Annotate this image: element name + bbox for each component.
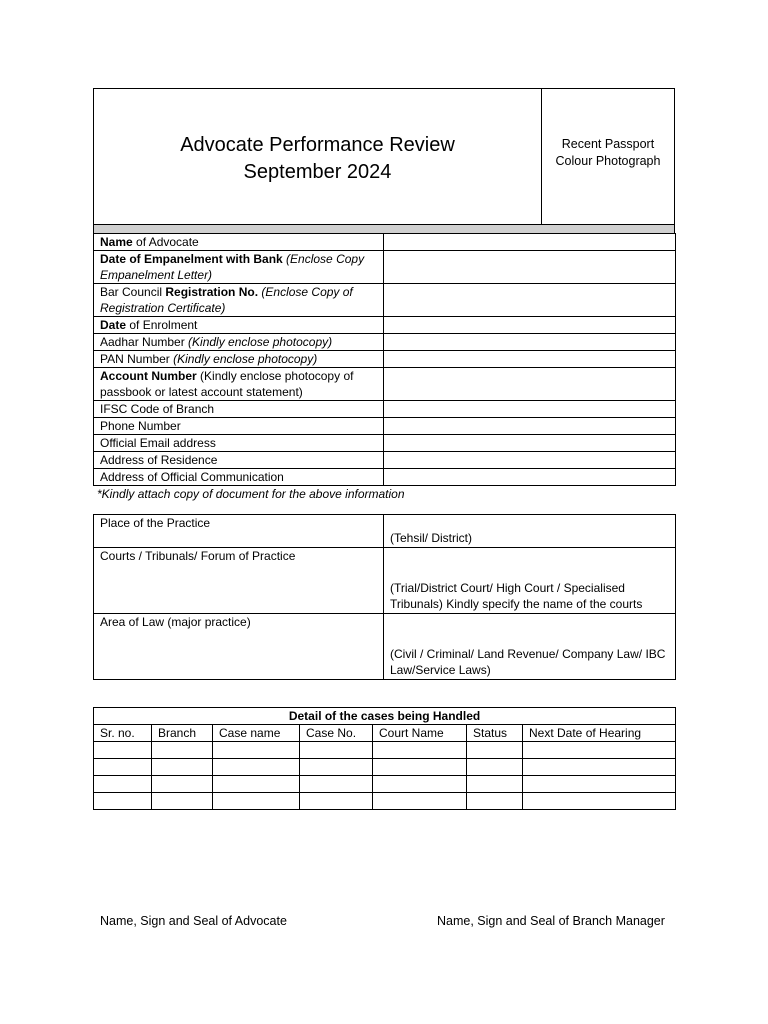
field-hint[interactable]: (Trial/District Court/ High Court / Specialised Tribunals) Kindly specify the name of the courts: [384, 548, 676, 614]
field-label: Address of Official Communication: [94, 469, 384, 486]
field-label: Aadhar Number (Kindly enclose photocopy): [94, 334, 384, 351]
table-row: [94, 401, 676, 418]
cases-title-row: [94, 708, 676, 725]
table-cell[interactable]: [300, 793, 373, 810]
field-hint[interactable]: (Civil / Criminal/ Land Revenue/ Company Law/ IBC Law/Service Laws): [384, 614, 676, 680]
field-value[interactable]: [384, 284, 676, 317]
title-area: [94, 89, 541, 224]
page-subtitle: September 2024: [243, 161, 392, 183]
cases-table-title: Detail of the cases being Handled: [94, 708, 676, 725]
photo-label-line2: Colour Photograph: [555, 154, 661, 168]
table-cell[interactable]: [213, 776, 300, 793]
table-cell[interactable]: [152, 759, 213, 776]
field-value[interactable]: [384, 469, 676, 486]
field-label: Date of Enrolment: [94, 317, 384, 334]
table-cell[interactable]: [94, 759, 152, 776]
field-value[interactable]: [384, 452, 676, 469]
field-value[interactable]: [384, 401, 676, 418]
table-row: [94, 334, 676, 351]
table-row: [94, 251, 676, 284]
table-row: [94, 614, 676, 680]
field-label: Date of Empanelment with Bank (Enclose Copy Empanelment Letter): [94, 251, 384, 284]
table-cell[interactable]: [152, 742, 213, 759]
table-cell[interactable]: [300, 776, 373, 793]
header-box: [93, 88, 675, 225]
field-label: Name of Advocate: [94, 234, 384, 251]
table-cell[interactable]: [94, 742, 152, 759]
field-value[interactable]: [384, 334, 676, 351]
table-row: [94, 452, 676, 469]
field-label: Official Email address: [94, 435, 384, 452]
table-cell[interactable]: [373, 793, 467, 810]
table-row: [94, 776, 676, 793]
photo-placeholder: [542, 89, 674, 224]
advocate-info-table: [93, 233, 676, 486]
field-label: Phone Number: [94, 418, 384, 435]
table-cell[interactable]: [373, 742, 467, 759]
table-row: [94, 284, 676, 317]
field-label: Courts / Tribunals/ Forum of Practice: [94, 548, 384, 614]
table-cell[interactable]: [523, 776, 676, 793]
cases-header-row: [94, 725, 676, 742]
table-cell[interactable]: [467, 793, 523, 810]
field-value[interactable]: [384, 317, 676, 334]
table-row: [94, 759, 676, 776]
cases-table: [93, 707, 676, 810]
table-cell[interactable]: [467, 776, 523, 793]
table-row: [94, 435, 676, 452]
page-title: Advocate Performance Review: [180, 134, 455, 156]
table-row: [94, 793, 676, 810]
advocate-signature-label: Name, Sign and Seal of Advocate: [100, 914, 287, 928]
table-row: [94, 742, 676, 759]
table-cell[interactable]: [213, 742, 300, 759]
table-cell[interactable]: [94, 776, 152, 793]
column-header: Case No.: [300, 725, 373, 742]
table-row: [94, 548, 676, 614]
header-band: [93, 225, 675, 233]
table-row: [94, 317, 676, 334]
table-cell[interactable]: [467, 759, 523, 776]
field-label: Account Number (Kindly enclose photocopy of passbook or latest account statement): [94, 368, 384, 401]
column-header: Sr. no.: [94, 725, 152, 742]
table-row: [94, 351, 676, 368]
field-label: Place of the Practice: [94, 515, 384, 548]
field-value[interactable]: [384, 435, 676, 452]
table-cell[interactable]: [213, 759, 300, 776]
photo-label-line1: Recent Passport: [561, 137, 655, 151]
table-cell[interactable]: [94, 793, 152, 810]
table-cell[interactable]: [523, 759, 676, 776]
field-label: Bar Council Registration No. (Enclose Copy of Registration Certificate): [94, 284, 384, 317]
column-header: Next Date of Hearing: [523, 725, 676, 742]
field-label: PAN Number (Kindly enclose photocopy): [94, 351, 384, 368]
field-value[interactable]: [384, 351, 676, 368]
field-label: Address of Residence: [94, 452, 384, 469]
column-header: Court Name: [373, 725, 467, 742]
field-value[interactable]: [384, 251, 676, 284]
table-row: [94, 469, 676, 486]
field-label: IFSC Code of Branch: [94, 401, 384, 418]
practice-table: [93, 514, 676, 680]
table-cell[interactable]: [152, 776, 213, 793]
table-cell[interactable]: [373, 776, 467, 793]
table-cell[interactable]: [373, 759, 467, 776]
manager-signature-label: Name, Sign and Seal of Branch Manager: [437, 914, 665, 928]
table-cell[interactable]: [300, 742, 373, 759]
field-value[interactable]: [384, 368, 676, 401]
table-cell[interactable]: [523, 742, 676, 759]
column-header: Branch: [152, 725, 213, 742]
table-row: [94, 234, 676, 251]
field-hint[interactable]: (Tehsil/ District): [384, 515, 676, 548]
column-header: Case name: [213, 725, 300, 742]
table-row: [94, 418, 676, 435]
table-cell[interactable]: [300, 759, 373, 776]
field-value[interactable]: [384, 234, 676, 251]
column-header: Status: [467, 725, 523, 742]
footnote: *Kindly attach copy of document for the above information: [97, 487, 405, 501]
table-row: [94, 368, 676, 401]
table-cell[interactable]: [467, 742, 523, 759]
table-row: [94, 515, 676, 548]
table-cell[interactable]: [523, 793, 676, 810]
field-value[interactable]: [384, 418, 676, 435]
field-label: Area of Law (major practice): [94, 614, 384, 680]
table-cell[interactable]: [152, 793, 213, 810]
table-cell[interactable]: [213, 793, 300, 810]
